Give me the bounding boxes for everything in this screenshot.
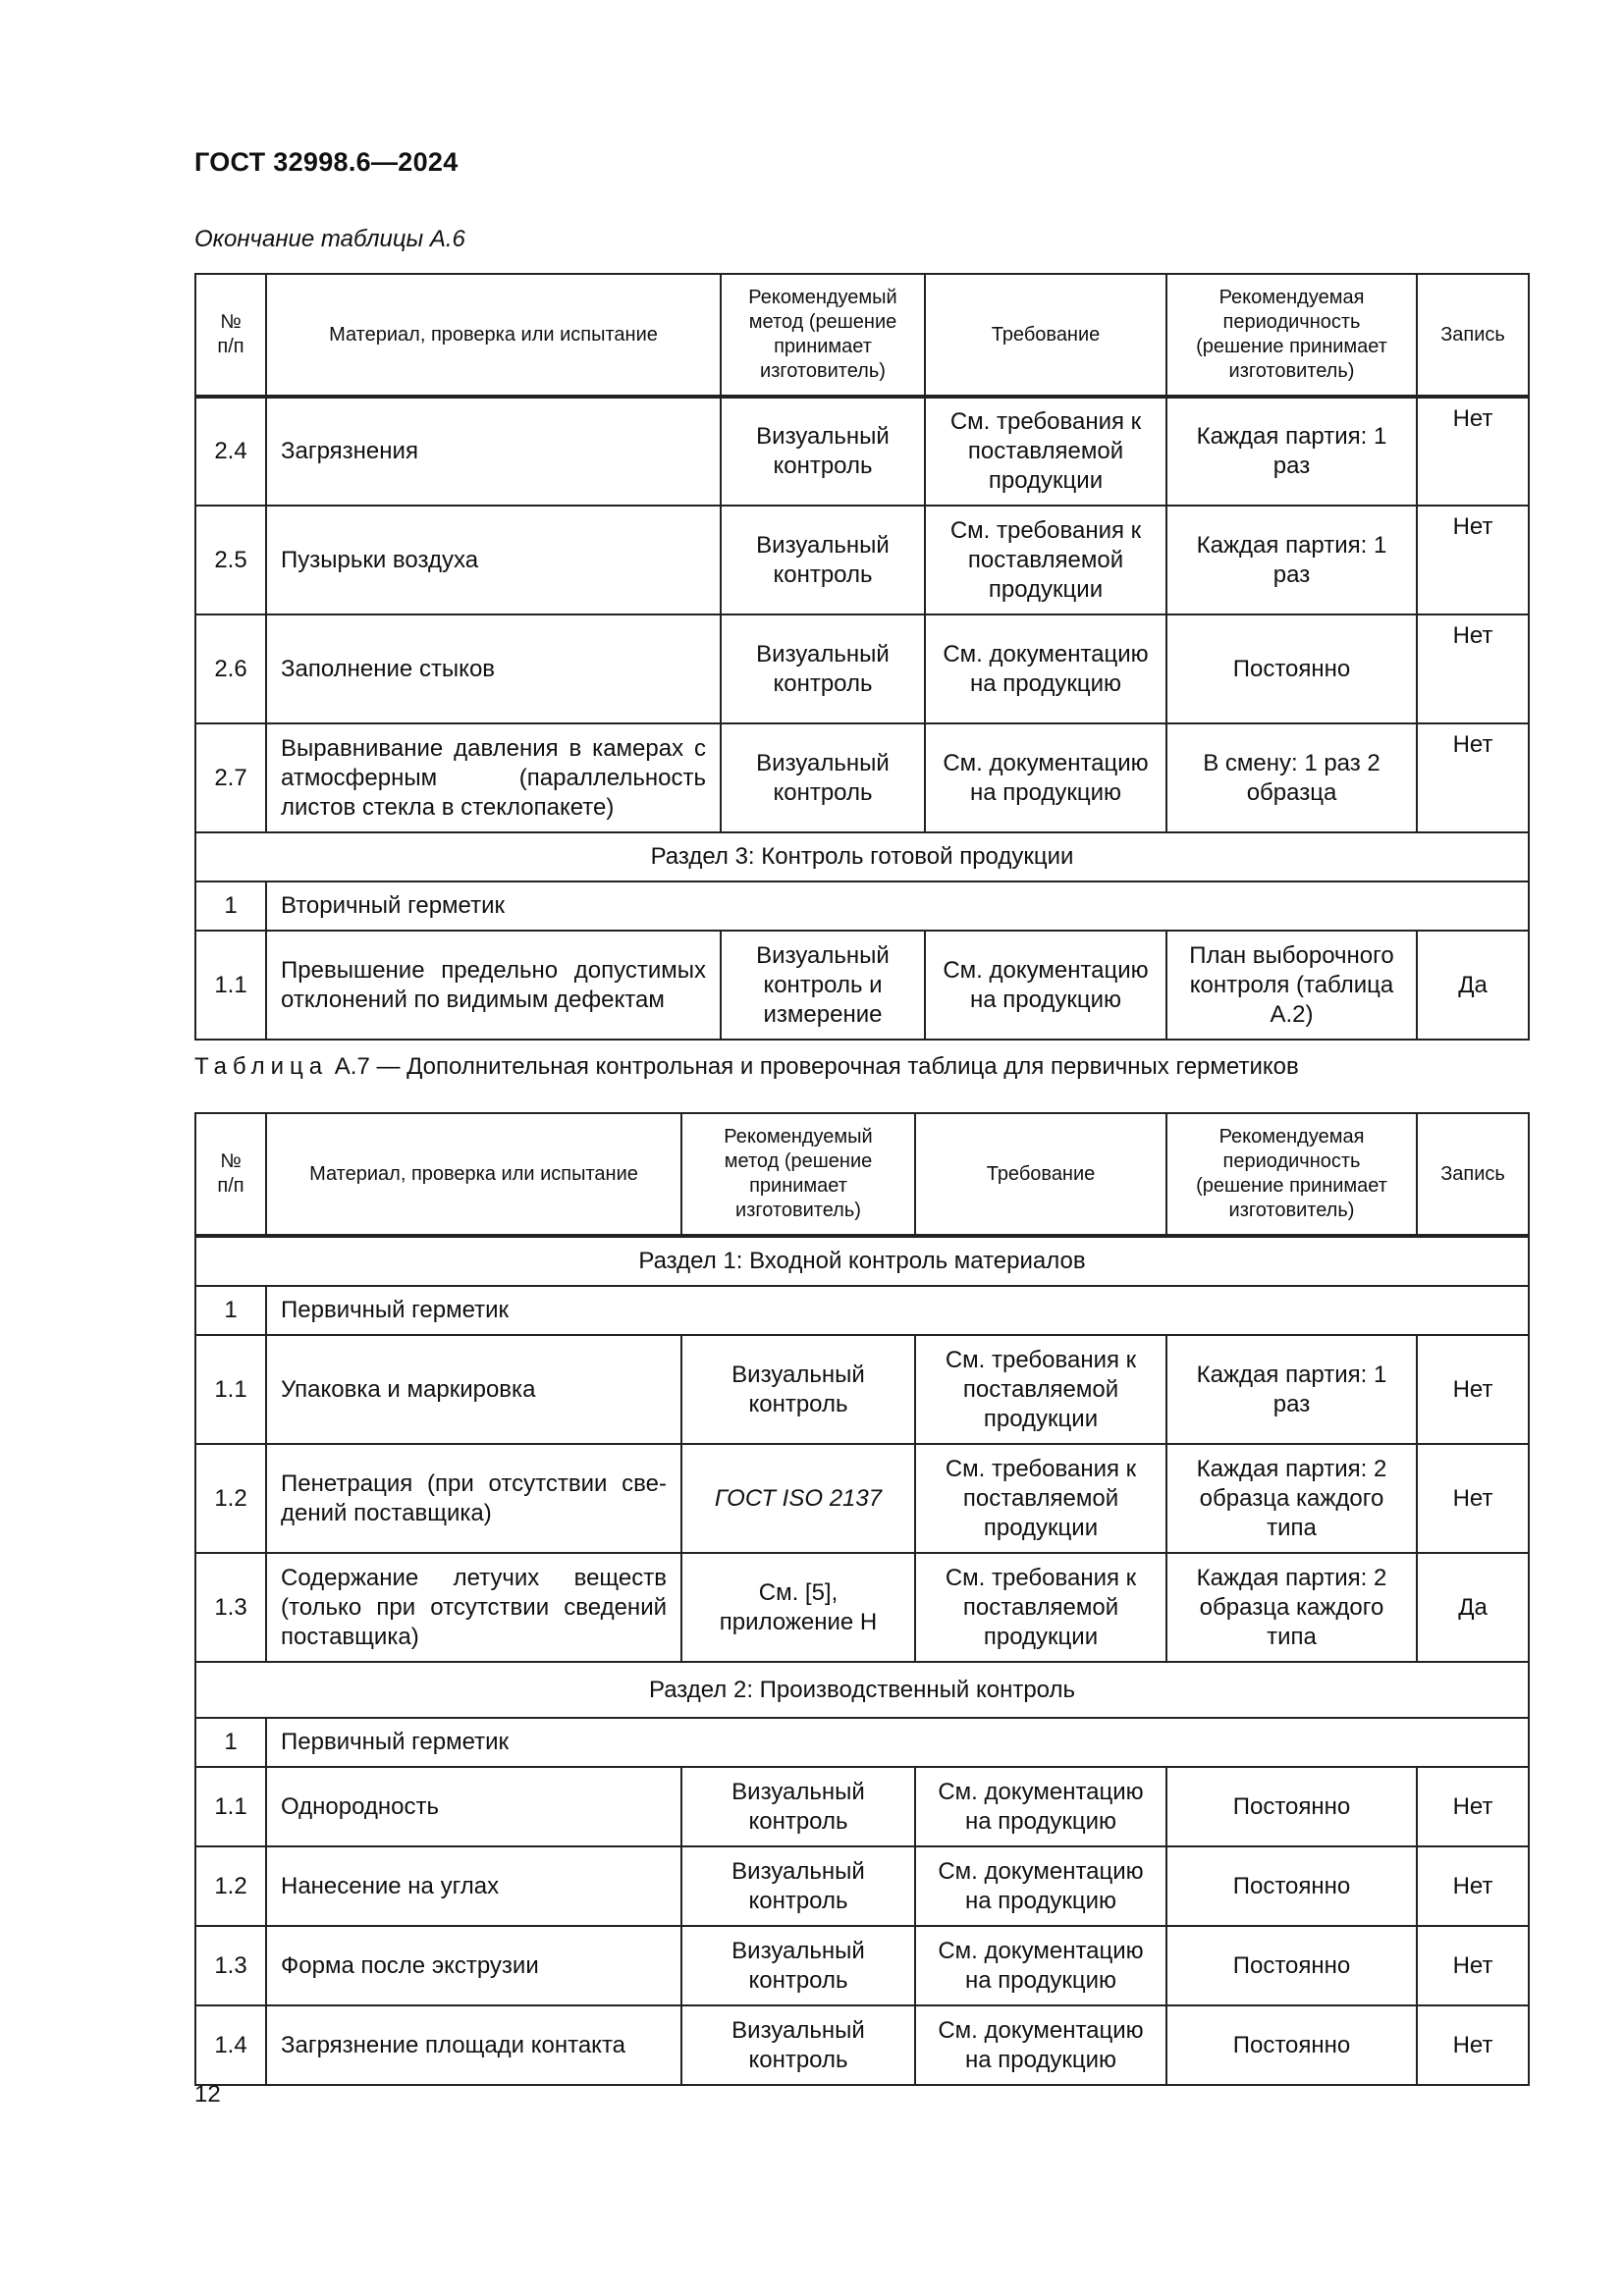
- col-header-material: Материал, проверка или испытание: [266, 1113, 681, 1236]
- cell-num: 1.4: [195, 2005, 266, 2085]
- cell-group-name: Первичный герметик: [266, 1718, 1529, 1767]
- cell-record: Нет: [1417, 1335, 1529, 1444]
- col-header-material: Материал, проверка или испытание: [266, 274, 721, 397]
- col-header-method: Рекомендуемый метод (решение принимает изготовитель): [681, 1113, 915, 1236]
- section-title: Раздел 2: Производственный контроль: [195, 1662, 1529, 1718]
- table-row: [195, 723, 1529, 832]
- cell-group-name: Вторичный герметик: [266, 881, 1529, 931]
- cell-method: Визуальный контроль: [721, 723, 925, 832]
- table-row: [195, 2005, 1529, 2085]
- cell-num: 1: [195, 881, 266, 931]
- col-header-num: № п/п: [195, 1113, 266, 1236]
- table-row: [195, 931, 1529, 1040]
- cell-record: Нет: [1417, 506, 1529, 614]
- cell-periodicity: Постоянно: [1166, 1846, 1417, 1926]
- cell-periodicity: Каждая партия: 2 образца каждого типа: [1166, 1553, 1417, 1662]
- col-header-record: Запись: [1417, 1113, 1529, 1236]
- cell-method: Визуальный контроль: [721, 614, 925, 723]
- cell-num: 1.3: [195, 1926, 266, 2005]
- cell-periodicity: В смену: 1 раз 2 образца: [1166, 723, 1417, 832]
- cell-name: Загрязнения: [266, 397, 721, 506]
- cell-method: Визуальный контроль: [721, 506, 925, 614]
- cell-periodicity: Каждая партия: 1 раз: [1166, 397, 1417, 506]
- cell-num: 1: [195, 1286, 266, 1335]
- cell-record: Нет: [1417, 1926, 1529, 2005]
- section-row: [195, 1662, 1529, 1718]
- cell-periodicity: Постоянно: [1166, 1767, 1417, 1846]
- cell-record: Нет: [1417, 723, 1529, 832]
- cell-requirement: См. документацию на продукцию: [915, 1767, 1166, 1846]
- col-header-record: Запись: [1417, 274, 1529, 397]
- group-row: [195, 881, 1529, 931]
- cell-name: Пузырьки воздуха: [266, 506, 721, 614]
- table-row: [195, 614, 1529, 723]
- table-a7: [194, 1112, 1530, 2086]
- cell-periodicity: Каждая партия: 1 раз: [1166, 506, 1417, 614]
- cell-requirement: См. требования к поставляемой продукции: [915, 1335, 1166, 1444]
- cell-requirement: См. документацию на продукцию: [915, 1846, 1166, 1926]
- table-row: [195, 1767, 1529, 1846]
- cell-record: Нет: [1417, 1444, 1529, 1553]
- cell-method: Визуальный контроль: [721, 397, 925, 506]
- cell-num: 2.6: [195, 614, 266, 723]
- cell-name: Загрязнение площади контакта: [266, 2005, 681, 2085]
- table-row: [195, 506, 1529, 614]
- col-header-method: Рекомендуемый метод (решение принимает изготовитель): [721, 274, 925, 397]
- cell-requirement: См. требования к поставляемой продукции: [915, 1553, 1166, 1662]
- col-header-num: № п/п: [195, 274, 266, 397]
- cell-requirement: См. требования к поставляемой продукции: [925, 506, 1166, 614]
- table-a7-caption-text: А.7 — Дополнительная контрольная и проверочная таблица для первичных герметиков: [328, 1053, 1299, 1080]
- cell-method: Визуальный контроль: [681, 1767, 915, 1846]
- cell-requirement: См. документацию на продукцию: [915, 1926, 1166, 2005]
- cell-requirement: См. документацию на продукцию: [925, 931, 1166, 1040]
- col-header-requirement: Требование: [915, 1113, 1166, 1236]
- cell-num: 1.1: [195, 1335, 266, 1444]
- table-header-row: [195, 274, 1529, 397]
- table-row: [195, 1553, 1529, 1662]
- cell-num: 1.1: [195, 931, 266, 1040]
- cell-record: Нет: [1417, 614, 1529, 723]
- cell-record: Нет: [1417, 2005, 1529, 2085]
- table-row: [195, 1444, 1529, 1553]
- col-header-periodicity: Рекомендуемая периодичность (решение принимает изготовитель): [1166, 1113, 1417, 1236]
- table-a6-caption: Окончание таблицы А.6: [194, 226, 465, 252]
- cell-method: Визуальный контроль: [681, 2005, 915, 2085]
- cell-num: 2.7: [195, 723, 266, 832]
- cell-requirement: См. документацию на продукцию: [925, 723, 1166, 832]
- cell-requirement: См. требования к поставляемой продукции: [925, 397, 1166, 506]
- cell-name: Упаковка и маркировка: [266, 1335, 681, 1444]
- cell-method: Визуальный контроль: [681, 1335, 915, 1444]
- cell-name: Содержание летучих веществ (только при отсутствии сведений поставщика): [266, 1553, 681, 1662]
- section-title: Раздел 3: Контроль готовой продукции: [195, 832, 1529, 881]
- cell-group-name: Первичный герметик: [266, 1286, 1529, 1335]
- table-a7-caption: [194, 1053, 1299, 1081]
- cell-record: Да: [1417, 1553, 1529, 1662]
- cell-num: 2.4: [195, 397, 266, 506]
- table-a7-caption-prefix: Таблица: [194, 1053, 329, 1080]
- table-row: [195, 1926, 1529, 2005]
- cell-num: 1.3: [195, 1553, 266, 1662]
- cell-record: Да: [1417, 931, 1529, 1040]
- section-row: [195, 832, 1529, 881]
- cell-periodicity: Каждая партия: 2 образца каждого типа: [1166, 1444, 1417, 1553]
- cell-name: Форма после экструзии: [266, 1926, 681, 2005]
- table-row: [195, 1335, 1529, 1444]
- cell-periodicity: План выборочного контроля (таблица А.2): [1166, 931, 1417, 1040]
- cell-method: Визуальный контроль: [681, 1846, 915, 1926]
- cell-method: Визуальный контроль и измерение: [721, 931, 925, 1040]
- cell-periodicity: Постоянно: [1166, 2005, 1417, 2085]
- cell-record: Нет: [1417, 397, 1529, 506]
- cell-periodicity: Постоянно: [1166, 1926, 1417, 2005]
- cell-name: Заполнение стыков: [266, 614, 721, 723]
- cell-name: Нанесение на углах: [266, 1846, 681, 1926]
- cell-method: См. [5], приложение Н: [681, 1553, 915, 1662]
- section-row: [195, 1236, 1529, 1286]
- cell-num: 1.1: [195, 1767, 266, 1846]
- cell-name: Выравнивание давления в камерах с атмосферным (параллельность листов стекла в стеклопакете): [266, 723, 721, 832]
- cell-name: Пенетрация (при отсутствии сведений поставщика): [266, 1444, 681, 1553]
- group-row: [195, 1286, 1529, 1335]
- cell-periodicity: Каждая партия: 1 раз: [1166, 1335, 1417, 1444]
- cell-requirement: См. документацию на продукцию: [915, 2005, 1166, 2085]
- cell-record: Нет: [1417, 1846, 1529, 1926]
- cell-periodicity: Постоянно: [1166, 614, 1417, 723]
- col-header-requirement: Требование: [925, 274, 1166, 397]
- col-header-periodicity: Рекомендуемая периодичность (решение принимает изготовитель): [1166, 274, 1417, 397]
- cell-requirement: См. требования к поставляемой продукции: [915, 1444, 1166, 1553]
- cell-num: 1: [195, 1718, 266, 1767]
- table-row: [195, 1846, 1529, 1926]
- group-row: [195, 1718, 1529, 1767]
- cell-method: ГОСТ ISO 2137: [681, 1444, 915, 1553]
- section-title: Раздел 1: Входной контроль материалов: [195, 1236, 1529, 1286]
- cell-num: 1.2: [195, 1846, 266, 1926]
- table-row: [195, 397, 1529, 506]
- cell-num: 1.2: [195, 1444, 266, 1553]
- cell-num: 2.5: [195, 506, 266, 614]
- page-number: 12: [194, 2081, 221, 2108]
- cell-name: Превышение предельно допустимых отклонений по видимым дефектам: [266, 931, 721, 1040]
- cell-name: Однородность: [266, 1767, 681, 1846]
- document-code: ГОСТ 32998.6—2024: [194, 147, 459, 177]
- cell-record: Нет: [1417, 1767, 1529, 1846]
- table-header-row: [195, 1113, 1529, 1236]
- cell-requirement: См. документацию на продукцию: [925, 614, 1166, 723]
- table-a6: [194, 273, 1530, 1041]
- cell-method: Визуальный контроль: [681, 1926, 915, 2005]
